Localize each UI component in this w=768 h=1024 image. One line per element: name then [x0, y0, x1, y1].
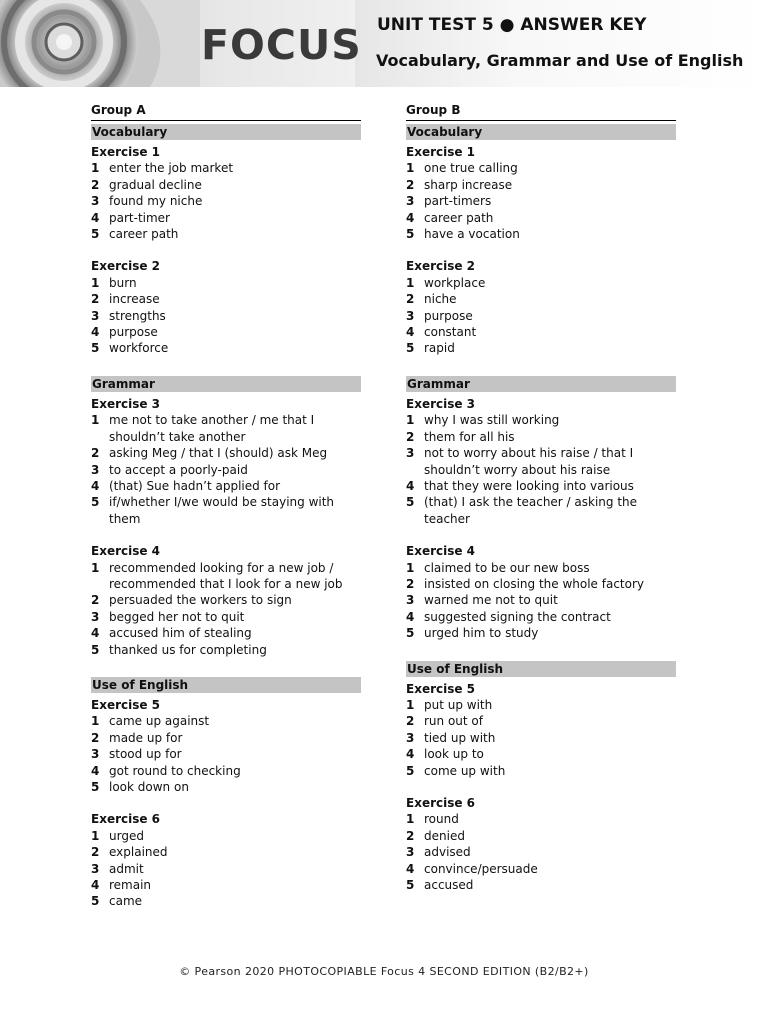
answer-text: if/whether I/we would be staying with them	[109, 495, 335, 526]
answer-text: (that) Sue hadn’t applied for	[109, 478, 281, 493]
answer-item	[406, 592, 676, 608]
exercise-block	[406, 681, 676, 779]
answer-number: 4	[406, 861, 415, 876]
answer-text: rapid	[424, 341, 455, 356]
answer-item	[406, 576, 676, 592]
answer-item	[91, 445, 361, 461]
page-title: UNIT TEST 5 ● ANSWER KEY	[377, 15, 647, 35]
answer-number: 5	[406, 763, 415, 778]
answer-item	[91, 494, 361, 527]
answer-number: 3	[91, 194, 100, 209]
answer-item	[406, 828, 676, 844]
answer-number: 5	[91, 780, 100, 794]
answer-number: 3	[406, 308, 415, 323]
answer-item	[406, 445, 676, 478]
answer-item	[406, 560, 676, 576]
answer-number: 1	[91, 714, 100, 729]
answer-number: 4	[91, 478, 100, 493]
answer-item	[91, 713, 361, 729]
answer-text: run out of	[424, 714, 483, 729]
answer-item	[406, 324, 676, 340]
group-title: Group B	[406, 102, 676, 121]
answer-text: got round to checking	[109, 763, 241, 778]
answer-number: 3	[91, 609, 100, 624]
answer-text: them for all his	[424, 429, 515, 444]
page-subtitle: Vocabulary, Grammar and Use of English	[376, 51, 744, 70]
exercise-title: Exercise 6	[91, 812, 161, 827]
answer-text: sharp increase	[424, 177, 513, 192]
exercise-block	[91, 258, 361, 356]
answer-item	[91, 893, 361, 909]
answer-number: 4	[91, 878, 100, 893]
answer-text: constant	[424, 325, 477, 340]
answer-text: gradual decline	[109, 177, 202, 192]
answer-item	[91, 160, 361, 176]
answer-text: stood up for	[109, 747, 182, 762]
answer-item	[406, 340, 676, 356]
section-spacer	[406, 357, 676, 373]
answer-item	[91, 625, 361, 641]
answer-item	[406, 412, 676, 428]
answer-text: came up against	[109, 714, 210, 729]
answer-text: not to worry about his raise / that I shouldn’t worry about his raise	[424, 446, 634, 477]
answer-text: urged him to study	[424, 626, 539, 641]
answer-number: 2	[406, 714, 415, 729]
answer-text: part-timer	[109, 210, 170, 225]
answer-item	[91, 828, 361, 844]
answer-number: 3	[91, 462, 100, 477]
answer-item	[91, 462, 361, 478]
section-heading-grammar: Grammar	[406, 376, 676, 392]
exercise-title: Exercise 1	[406, 145, 476, 159]
answer-text: put up with	[424, 697, 493, 712]
answer-number: 3	[406, 593, 415, 608]
answer-text: increase	[109, 292, 160, 307]
answer-item	[91, 226, 361, 242]
focus-lens-logo-icon	[0, 0, 200, 87]
answer-number: 4	[406, 609, 415, 624]
answer-item	[406, 275, 676, 291]
answer-number: 5	[91, 495, 100, 510]
answer-item	[406, 844, 676, 860]
group-b-column	[406, 102, 676, 893]
answer-number: 5	[406, 878, 415, 893]
answer-text: tied up with	[424, 730, 496, 745]
answer-text: niche	[424, 292, 457, 307]
answer-item	[406, 697, 676, 713]
exercise-block	[406, 396, 676, 527]
answer-item	[91, 291, 361, 307]
answer-item	[91, 877, 361, 893]
answer-text: me not to take another / me that I shouldn’t take another	[109, 413, 315, 444]
header-title-panel	[355, 0, 768, 87]
section-spacer	[91, 357, 361, 373]
answer-number: 2	[406, 429, 415, 444]
page-footer: © Pearson 2020 PHOTOCOPIABLE Focus 4 SECOND EDITION (B2/B2+)	[179, 965, 589, 978]
answer-text: persuaded the workers to sign	[109, 593, 292, 608]
answer-item	[91, 746, 361, 762]
answer-number: 5	[91, 341, 100, 356]
answer-text: come up with	[424, 763, 506, 778]
answer-text: suggested signing the contract	[424, 609, 611, 624]
exercise-title: Exercise 1	[91, 145, 161, 159]
answer-item	[91, 324, 361, 340]
answer-item	[406, 877, 676, 893]
answer-text: urged	[109, 828, 144, 843]
answer-number: 4	[91, 626, 100, 641]
answer-number: 5	[91, 642, 100, 657]
answer-text: (that) I ask the teacher / asking the teacher	[424, 495, 638, 526]
answer-number: 1	[91, 161, 100, 176]
answer-number: 5	[91, 894, 100, 909]
exercise-block	[91, 543, 361, 658]
answer-item	[406, 625, 676, 641]
exercise-block	[406, 144, 676, 242]
answer-item	[91, 275, 361, 291]
answer-item	[406, 429, 676, 445]
answer-text: made up for	[109, 730, 183, 745]
answer-number: 2	[91, 845, 100, 860]
answer-item	[406, 730, 676, 746]
answer-number: 3	[91, 308, 100, 323]
answer-number: 1	[406, 812, 415, 827]
exercise-block	[406, 258, 676, 356]
exercise-block	[91, 396, 361, 527]
answer-item	[91, 861, 361, 877]
section-heading-grammar: Grammar	[91, 376, 361, 392]
answer-text: insisted on closing the whole factory	[424, 576, 645, 591]
answer-item	[91, 592, 361, 608]
answer-number: 2	[406, 177, 415, 192]
group-a-column	[91, 102, 361, 910]
answer-number: 1	[406, 560, 415, 575]
answer-text: strengths	[109, 308, 166, 323]
exercise-title: Exercise 5	[406, 681, 476, 696]
answer-number: 4	[406, 478, 415, 493]
section-heading-use-of-english: Use of English	[406, 661, 676, 677]
answer-number: 4	[91, 325, 100, 340]
answer-number: 2	[91, 177, 100, 192]
answer-text: came	[109, 894, 143, 909]
answer-text: have a vocation	[424, 227, 520, 242]
answer-item	[406, 494, 676, 527]
answer-number: 1	[406, 697, 415, 712]
answer-text: found my niche	[109, 194, 203, 209]
answer-text: convince/persuade	[424, 861, 538, 876]
answer-number: 4	[91, 210, 100, 225]
exercise-block	[91, 811, 361, 909]
answer-item	[406, 861, 676, 877]
answer-number: 3	[406, 730, 415, 745]
answer-number: 3	[406, 845, 415, 860]
answer-text: career path	[109, 227, 179, 242]
exercise-title: Exercise 6	[406, 796, 476, 810]
answer-item	[406, 210, 676, 226]
answer-item	[406, 226, 676, 242]
answer-text: enter the job market	[109, 161, 234, 176]
exercise-title: Exercise 4	[406, 544, 476, 559]
answer-number: 5	[406, 227, 415, 242]
answer-text: advised	[424, 845, 471, 860]
answer-item	[91, 779, 361, 795]
answer-item	[91, 642, 361, 658]
answer-item	[406, 193, 676, 209]
answer-item	[406, 291, 676, 307]
answer-item	[406, 746, 676, 762]
answer-number: 2	[406, 828, 415, 843]
section-spacer	[91, 658, 361, 674]
brand-logo-text: FOCUS	[201, 21, 362, 69]
answer-item	[91, 844, 361, 860]
answer-text: thanked us for completing	[109, 642, 267, 657]
answer-item	[91, 560, 361, 593]
section-heading-use-of-english: Use of English	[91, 677, 361, 693]
answer-text: admit	[109, 861, 144, 876]
answer-text: workplace	[424, 275, 486, 290]
answer-number: 5	[91, 227, 100, 242]
answer-item	[406, 713, 676, 729]
answer-item	[406, 308, 676, 324]
answer-item	[91, 412, 361, 445]
page-header	[0, 0, 768, 87]
answer-text: claimed to be our new boss	[424, 560, 590, 575]
answer-text: purpose	[424, 308, 473, 323]
answer-item	[406, 177, 676, 193]
answer-text: asking Meg / that I (should) ask Meg	[109, 446, 328, 461]
answer-number: 3	[91, 861, 100, 876]
answer-item	[406, 160, 676, 176]
answer-item	[91, 210, 361, 226]
exercise-title: Exercise 2	[91, 259, 161, 274]
answer-text: one true calling	[424, 161, 518, 176]
answer-item	[91, 609, 361, 625]
answer-text: round	[424, 812, 459, 827]
answer-text: why I was still working	[424, 413, 560, 428]
answer-text: purpose	[109, 325, 158, 340]
answer-number: 5	[406, 341, 415, 356]
answer-text: to accept a poorly-paid	[109, 462, 248, 477]
answer-number: 2	[406, 576, 415, 591]
answer-text: workforce	[109, 341, 169, 356]
answer-number: 4	[406, 747, 415, 762]
answer-number: 1	[406, 413, 415, 428]
answer-item	[91, 193, 361, 209]
answer-text: look down on	[109, 780, 189, 794]
answer-text: burn	[109, 275, 137, 290]
answer-number: 5	[406, 626, 415, 641]
answer-number: 4	[91, 763, 100, 778]
answer-item	[91, 308, 361, 324]
section-spacer	[406, 642, 676, 658]
section-heading-vocabulary: Vocabulary	[406, 124, 676, 140]
answer-text: recommended looking for a new job / recommended that I look for a new job	[109, 560, 343, 591]
answer-number: 2	[91, 593, 100, 608]
answer-number: 2	[91, 446, 100, 461]
exercise-title: Exercise 3	[406, 396, 476, 411]
exercise-block	[91, 144, 361, 242]
answer-number: 1	[91, 275, 100, 290]
answer-item	[406, 478, 676, 494]
answer-text: accused him of stealing	[109, 626, 252, 641]
answer-text: accused	[424, 878, 474, 893]
answer-text: explained	[109, 845, 168, 860]
answer-number: 4	[406, 325, 415, 340]
exercise-title: Exercise 3	[91, 396, 161, 411]
answer-number: 1	[91, 413, 100, 428]
exercise-title: Exercise 5	[91, 697, 161, 712]
answer-item	[91, 340, 361, 356]
answer-item	[91, 730, 361, 746]
exercise-block	[406, 795, 676, 893]
answer-number: 2	[91, 292, 100, 307]
answer-item	[406, 763, 676, 779]
answer-number: 3	[406, 194, 415, 209]
answer-item	[91, 478, 361, 494]
answer-number: 3	[91, 747, 100, 762]
answer-text: part-timers	[424, 194, 492, 209]
answer-item	[406, 609, 676, 625]
exercise-block	[91, 697, 361, 795]
answer-text: warned me not to quit	[424, 593, 558, 608]
answer-number: 3	[406, 446, 415, 461]
exercise-title: Exercise 4	[91, 544, 161, 559]
answer-text: denied	[424, 828, 465, 843]
answer-number: 2	[91, 730, 100, 745]
group-title: Group A	[91, 102, 361, 121]
answer-number: 1	[91, 828, 100, 843]
exercise-block	[406, 543, 676, 641]
answer-item	[91, 763, 361, 779]
answer-text: that they were looking into various	[424, 478, 634, 493]
answer-text: remain	[109, 878, 152, 893]
answer-item	[91, 177, 361, 193]
answer-text: begged her not to quit	[109, 609, 245, 624]
answer-number: 4	[406, 210, 415, 225]
answer-number: 5	[406, 495, 415, 510]
answer-item	[406, 811, 676, 827]
answer-text: career path	[424, 210, 494, 225]
answer-number: 1	[406, 275, 415, 290]
section-heading-vocabulary: Vocabulary	[91, 124, 361, 140]
answer-number: 1	[91, 560, 100, 575]
answer-text: look up to	[424, 747, 484, 762]
answer-number: 1	[406, 161, 415, 176]
answer-number: 2	[406, 292, 415, 307]
exercise-title: Exercise 2	[406, 259, 476, 274]
